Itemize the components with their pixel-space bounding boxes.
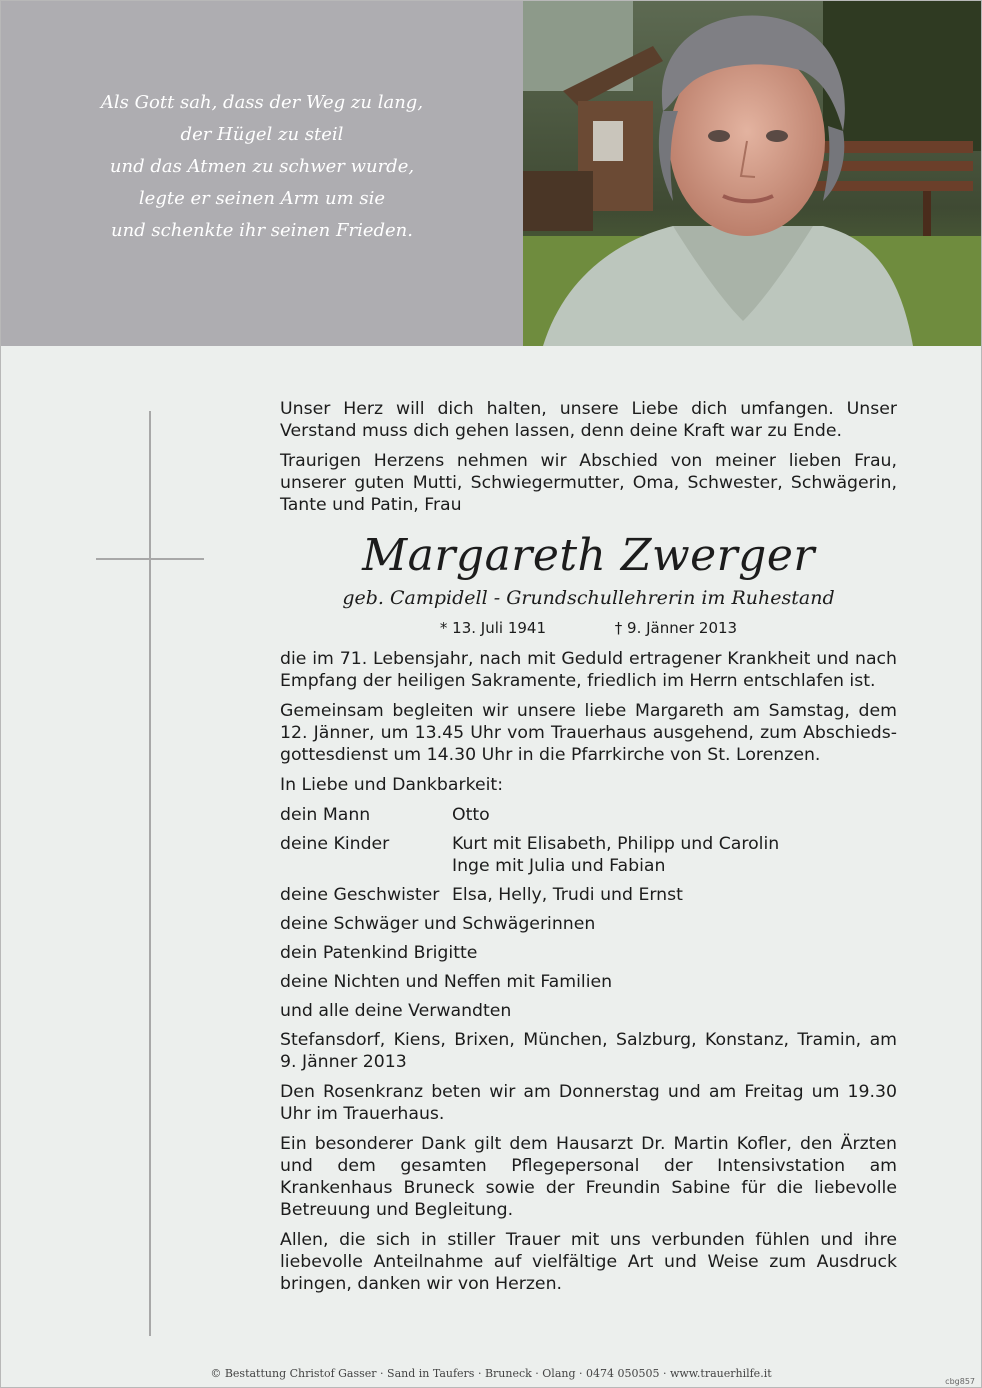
family-row bbox=[280, 804, 897, 826]
body-paragraph: In Liebe und Dankbarkeit: bbox=[280, 775, 504, 795]
rosary-note: Den Rosenkranz beten wir am Donnerstag und am Freitag um 19.30 Uhr im Trauerhaus. bbox=[280, 1082, 897, 1124]
header-band bbox=[1, 1, 981, 346]
memorial-verse bbox=[41, 87, 483, 247]
intro-paragraph: Unser Herz will dich halten, unsere Liebe dich umfangen. Unser Verstand muss dich gehen lassen, denn deine Kraft war zu Ende. bbox=[280, 399, 897, 441]
portrait-photo bbox=[523, 1, 981, 346]
family-name-line: Otto bbox=[452, 805, 490, 825]
family-row bbox=[280, 884, 897, 906]
body-paragraph: die im 71. Lebensjahr, nach mit Geduld ertragener Krankheit und nach Empfang der heiligen Sakramente, friedlich im Herrn entschlafen ist. bbox=[280, 649, 897, 691]
family-names bbox=[452, 884, 683, 906]
family-line: dein Patenkind Brigitte bbox=[280, 943, 478, 963]
family-name-line: Elsa, Helly, Trudi und Ernst bbox=[452, 885, 683, 905]
family-line: deine Nichten und Neffen mit Familien bbox=[280, 972, 613, 992]
intro-paragraph: Traurigen Herzens nehmen wir Abschied von meiner lieben Frau, unserer guten Mutti, Schwiegermutter, Oma, Schwester, Schwägerin, Tante und Patin, Frau bbox=[280, 451, 897, 515]
cross-horizontal bbox=[96, 558, 204, 560]
reference-code: cbg857 bbox=[945, 1377, 975, 1386]
family-names bbox=[452, 833, 779, 877]
verse-panel bbox=[1, 1, 523, 346]
family-names bbox=[452, 804, 490, 826]
family-row bbox=[280, 833, 897, 877]
family-label: dein Mann bbox=[280, 805, 371, 825]
undertaker-footer: © Bestattung Christof Gasser · Sand in Taufers · Bruneck · Olang · 0474 050505 · www.trauerhilfe.it bbox=[210, 1367, 772, 1380]
life-dates bbox=[280, 618, 897, 638]
verse-line: und schenkte ihr seinen Frieden. bbox=[111, 220, 413, 241]
family-label: deine Geschwister bbox=[280, 885, 440, 905]
family-label: deine Kinder bbox=[280, 834, 390, 854]
death-date: † 9. Jänner 2013 bbox=[614, 619, 738, 637]
family-name-line: Kurt mit Elisabeth, Philipp und Carolin bbox=[452, 834, 780, 854]
verse-line: legte er seinen Arm um sie bbox=[138, 188, 386, 209]
verse-line: und das Atmen zu schwer wurde, bbox=[109, 156, 415, 177]
birth-date: * 13. Juli 1941 bbox=[439, 619, 546, 637]
cross-vertical bbox=[149, 411, 151, 1336]
deceased-name: Margareth Zwerger bbox=[362, 530, 815, 581]
verse-line: Als Gott sah, dass der Weg zu lang, bbox=[100, 92, 424, 113]
body-paragraph: Gemeinsam begleiten wir unsere liebe Margareth am Samstag, dem 12. Jänner, um 13.45 Uhr vom Trauerhaus ausgehend, zum Abschieds-gottesdienst um 14.30 Uhr in die Pfarrkirche von St. Lorenzen. bbox=[280, 701, 897, 765]
place-date: Stefansdorf, Kiens, Brixen, München, Salzburg, Konstanz, Tramin, am 9. Jänner 2013 bbox=[280, 1030, 897, 1072]
family-line: und alle deine Verwandten bbox=[280, 1001, 512, 1021]
deceased-subtitle: geb. Campidell - Grundschullehrerin im Ruhestand bbox=[342, 587, 835, 609]
obituary-text bbox=[280, 398, 897, 1303]
family-line: deine Schwäger und Schwägerinnen bbox=[280, 914, 596, 934]
verse-line: der Hügel zu steil bbox=[180, 124, 344, 145]
closing-paragraph: Allen, die sich in stiller Trauer mit uns verbunden fühlen und ihre liebevolle Anteilnahme auf vielfältige Art und Weise zum Ausdruck bringen, danken wir von Herzen. bbox=[280, 1230, 897, 1294]
thanks-paragraph: Ein besonderer Dank gilt dem Hausarzt Dr. Martin Kofler, den Ärzten und dem gesamten Pflegepersonal der Intensivstation am Krankenhaus Bruneck sowie der Freundin Sabine für die liebevolle Betreuung und Begleitung. bbox=[280, 1134, 897, 1220]
family-name-line: Inge mit Julia und Fabian bbox=[452, 856, 666, 876]
